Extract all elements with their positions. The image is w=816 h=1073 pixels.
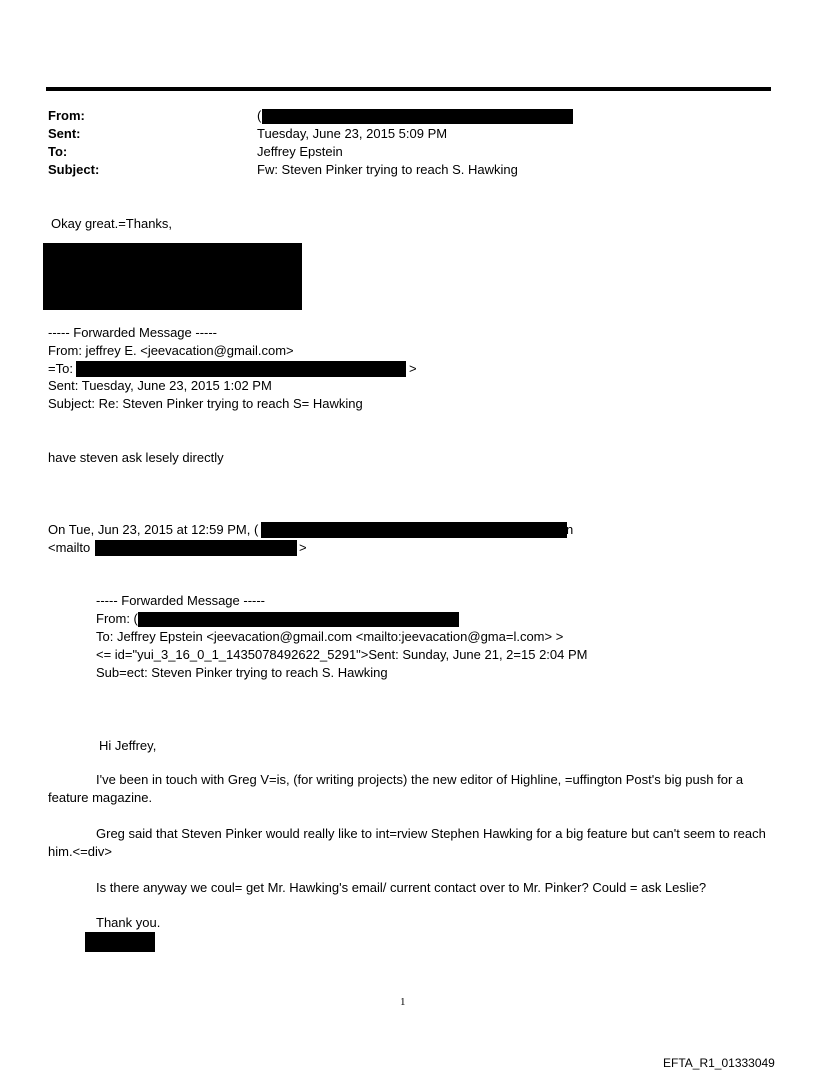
- fwd2-subject: Sub=ect: Steven Pinker trying to reach S. Hawking: [96, 665, 388, 680]
- from-label: From:: [48, 108, 85, 123]
- paragraph-1: I've been in touch with Greg V=is, (for writing projects) the new editor of Highline, =uffington Post's big push for a feature magazine.: [48, 772, 744, 805]
- fwd2-from: From: (: [96, 611, 138, 626]
- sent-label: Sent:: [48, 126, 81, 141]
- from-value: (: [257, 108, 262, 123]
- redaction-fwd2-from: [138, 612, 459, 627]
- redaction-mailto: [95, 540, 297, 556]
- fwd1-subject: Subject: Re: Steven Pinker trying to reach S= Hawking: [48, 396, 363, 411]
- mailto-suffix: >: [299, 540, 307, 555]
- fwd1-sent: Sent: Tuesday, June 23, 2015 1:02 PM: [48, 378, 272, 393]
- redaction-signature: [43, 243, 302, 310]
- sent-value: Tuesday, June 23, 2015 5:09 PM: [257, 126, 448, 141]
- subject-value: Fw: Steven Pinker trying to reach S. Hawking: [257, 162, 518, 177]
- paragraph-3: Is there anyway we coul= get Mr. Hawking's email/ current contact over to Mr. Pinker? Could = ask Leslie?: [96, 880, 707, 895]
- quote-intro: On Tue, Jun 23, 2015 at 12:59 PM, (: [48, 522, 259, 537]
- opening-line: Okay great.=Thanks,: [51, 216, 173, 231]
- fwd1-banner: ----- Forwarded Message -----: [48, 325, 218, 340]
- subject-label: Subject:: [48, 162, 100, 177]
- thanks-line: Thank you.: [96, 915, 161, 930]
- paragraph-2: Greg said that Steven Pinker would really like to int=rview Stephen Hawking for a big feature but can't seem to reach him.<=div>: [48, 826, 766, 859]
- redaction-from: [262, 109, 573, 124]
- quote-intro-tail: n: [566, 522, 574, 537]
- to-value: Jeffrey Epstein: [257, 144, 343, 159]
- redaction-sender-name: [85, 932, 155, 952]
- fwd1-to-prefix: =To:: [48, 361, 73, 376]
- fwd1-to-suffix: >: [409, 361, 417, 376]
- fwd2-banner: ----- Forwarded Message -----: [96, 593, 266, 608]
- reply-line: have steven ask lesely directly: [48, 450, 224, 465]
- fwd2-to: To: Jeffrey Epstein <jeevacation@gmail.com <mailto:jeevacation@gma=l.com> >: [96, 629, 564, 644]
- fwd1-from: From: jeffrey E. <jeevacation@gmail.com>: [48, 343, 294, 358]
- mailto-prefix: <mailto: [48, 540, 91, 555]
- header-divider: [46, 87, 771, 91]
- redaction-quote-intro: [261, 522, 567, 538]
- document-id: EFTA_R1_01333049: [663, 1056, 775, 1070]
- to-label: To:: [48, 144, 68, 159]
- fwd2-sent: <= id="yui_3_16_0_1_1435078492622_5291">Sent: Sunday, June 21, 2=15 2:04 PM: [96, 647, 588, 662]
- redaction-fwd1-to: [76, 361, 406, 377]
- greeting: Hi Jeffrey,: [99, 738, 157, 753]
- page-number: 1: [400, 996, 406, 1008]
